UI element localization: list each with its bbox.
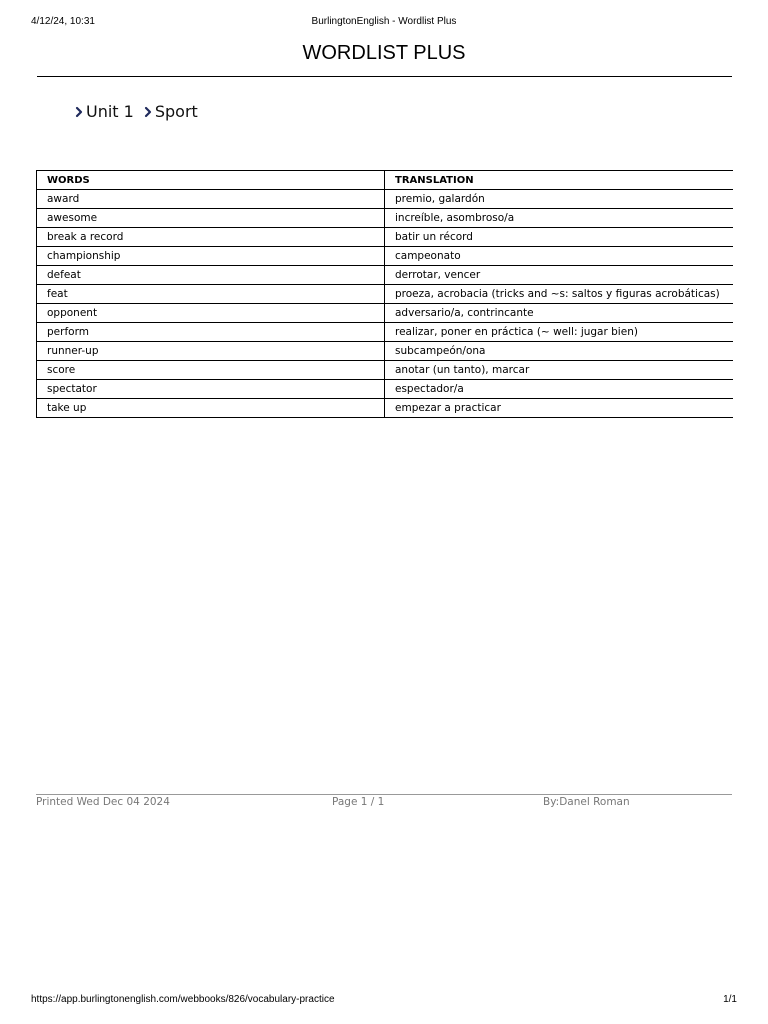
translation-cell: anotar (un tanto), marcar	[385, 361, 734, 380]
printed-date: Printed Wed Dec 04 2024	[36, 796, 170, 808]
document-footer	[36, 794, 732, 808]
table-header-row	[37, 171, 734, 190]
table-row	[37, 380, 734, 399]
word-cell: take up	[37, 399, 385, 418]
translation-cell: empezar a practicar	[385, 399, 734, 418]
breadcrumb-label: Unit 1	[86, 102, 134, 121]
translation-cell: derrotar, vencer	[385, 266, 734, 285]
breadcrumb-item-unit[interactable]	[74, 102, 134, 121]
print-page-count: 1/1	[723, 994, 737, 1005]
word-cell: perform	[37, 323, 385, 342]
breadcrumb-label: Sport	[154, 102, 198, 121]
word-cell: defeat	[37, 266, 385, 285]
print-datetime: 4/12/24, 10:31	[31, 16, 95, 27]
page-url: https://app.burlingtonenglish.com/webbooks/826/vocabulary-practice	[31, 994, 335, 1005]
word-cell: championship	[37, 247, 385, 266]
column-header-words: WORDS	[37, 171, 385, 190]
column-header-translation: TRANSLATION	[385, 171, 734, 190]
table-row	[37, 209, 734, 228]
title-divider	[37, 76, 732, 77]
author-label: By:Danel Roman	[543, 796, 630, 808]
wordlist-table	[36, 170, 733, 418]
translation-cell: realizar, poner en práctica (~ well: jugar bien)	[385, 323, 734, 342]
translation-cell: proeza, acrobacia (tricks and ~s: saltos y figuras acrobáticas)	[385, 285, 734, 304]
table-row	[37, 304, 734, 323]
table-row	[37, 266, 734, 285]
translation-cell: campeonato	[385, 247, 734, 266]
page-title: WORDLIST PLUS	[302, 42, 466, 64]
word-cell: runner-up	[37, 342, 385, 361]
word-cell: score	[37, 361, 385, 380]
table-row	[37, 228, 734, 247]
chevron-right-icon	[74, 106, 84, 118]
table-row	[37, 399, 734, 418]
breadcrumb-item-topic[interactable]	[143, 102, 198, 121]
word-cell: feat	[37, 285, 385, 304]
translation-cell: adversario/a, contrincante	[385, 304, 734, 323]
translation-cell: subcampeón/ona	[385, 342, 734, 361]
word-cell: award	[37, 190, 385, 209]
print-window-title: BurlingtonEnglish - Wordlist Plus	[311, 16, 457, 27]
table-row	[37, 190, 734, 209]
translation-cell: batir un récord	[385, 228, 734, 247]
breadcrumb	[74, 102, 207, 121]
page-indicator: Page 1 / 1	[332, 796, 385, 808]
chevron-right-icon	[143, 106, 153, 118]
table-row	[37, 247, 734, 266]
word-cell: opponent	[37, 304, 385, 323]
table-row	[37, 285, 734, 304]
translation-cell: premio, galardón	[385, 190, 734, 209]
word-cell: spectator	[37, 380, 385, 399]
translation-cell: espectador/a	[385, 380, 734, 399]
print-header	[0, 16, 768, 30]
table-row	[37, 342, 734, 361]
translation-cell: increíble, asombroso/a	[385, 209, 734, 228]
word-cell: awesome	[37, 209, 385, 228]
table-row	[37, 361, 734, 380]
word-cell: break a record	[37, 228, 385, 247]
table-row	[37, 323, 734, 342]
